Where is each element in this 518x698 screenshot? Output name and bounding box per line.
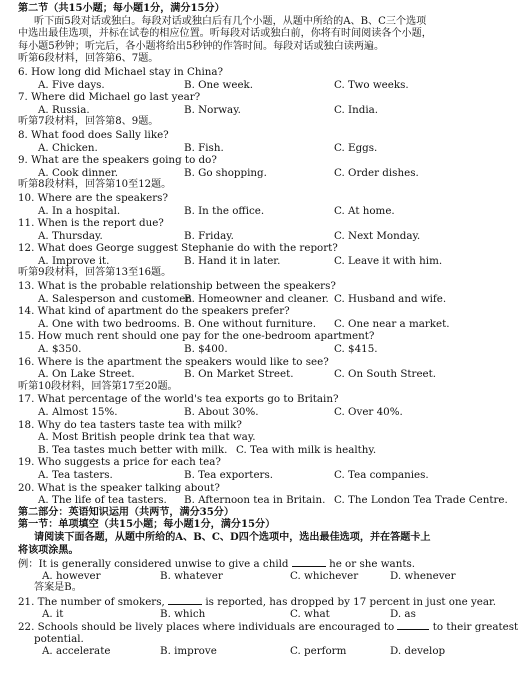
option-c: C. $415. [334,343,378,356]
section-header: 第一节：单项填空（共15小题；每小题1分，满分15分） [18,519,276,531]
question-stem: 20. What is the speaker talking about? [18,481,220,494]
question-options [18,406,490,419]
q22-stem-a: 22. Schools should be lively places where individuals are encouraged to [18,621,395,634]
option-b: B. Go shopping. [184,166,267,179]
question-stem: 9. What are the speakers going to do? [18,154,217,167]
option-b: B. Afternoon tea in Britain. [184,494,326,507]
option-a: A. On Lake Street. [38,368,135,381]
group-heading: 听第9段材料，回答第13至16题。 [18,267,172,279]
section-header: 第二节（共15小题；每小题1分，满分15分） [18,3,225,14]
question-options [18,469,490,482]
question-stem: 14. What kind of apartment do the speakers prefer? [18,305,290,318]
option-a: A. it [42,607,64,620]
instruction-line: 将该项涂黑。 [18,544,79,556]
option-b: B. In the office. [184,204,265,217]
question-options [18,255,490,268]
group-heading: 听第6段材料，回答第6、7题。 [18,53,159,65]
option-c: C. Eggs. [334,141,378,154]
option-c: C. whichever [290,569,359,582]
option-c: C. Leave it with him. [334,254,443,267]
option-b: B. Fish. [184,141,224,154]
group-heading: 听第7段材料，回答第8、9题。 [18,116,159,128]
option-a: A. One with two bedrooms. [38,317,180,330]
option-d: D. as [390,607,416,620]
group-heading: 听第8段材料，回答第10至12题。 [18,179,172,191]
option-c: C. Two weeks. [334,78,409,91]
question-options [18,431,490,444]
option-b: B. which [160,607,206,620]
answer-blank [292,557,326,567]
option-c: C. what [290,607,330,620]
option-a: A. however [42,569,101,582]
question-options [18,444,490,457]
answer-blank [397,620,429,630]
option-b: B. Norway. [184,103,241,116]
option-b: B. $400. [184,343,228,356]
option-a: A. Salesperson and customer. [38,292,193,305]
option-a: A. accelerate [42,645,111,658]
option-a: A. Thursday. [38,229,103,242]
option-b: B. About 30%. [184,406,259,418]
instruction-line: 中选出最佳选项，并标在试卷的相应位置。听每段对话或独白前，你将有时间阅读各个小题， [18,28,432,40]
answer-blank [168,595,202,605]
option-c: C. One near a market. [334,317,450,330]
option-b: B. improve [160,645,217,658]
question-stem: 15. How much rent should one pay for the one-bedroom apartment? [18,330,375,343]
question-options [18,79,490,92]
option-a: A. Almost 15%. [38,406,118,418]
question-options [18,205,490,218]
instruction-line: 每小题5秒钟；听完后，各小题将给出5秒钟的作答时间。每段对话或独白读两遍。 [18,40,385,52]
option-c: C. Husband and wife. [334,292,447,305]
option-a: A. Most British people drink tea that way. [38,431,256,444]
question-options [18,570,490,583]
question-stem: 6. How long did Michael stay in China? [18,65,224,78]
question-stem: 13. What is the probable relationship between the speakers? [18,280,336,293]
question-stem: 12. What does George suggest Stephanie do with the report? [18,242,338,255]
question-stem: 18. Why do tea tasters taste tea with milk? [18,418,242,431]
option-a: A. Chicken. [38,141,98,154]
question-stem [18,620,518,634]
q21-stem-b: is reported, has dropped by 17 percent in just one year. [205,595,497,608]
option-c: C. Tea companies. [334,468,429,481]
question-options [18,167,490,180]
question-options [18,608,490,621]
option-a: A. The life of tea tasters. [38,494,167,507]
option-c: C. Order dishes. [334,166,419,179]
question-stem-continued: potential. [34,632,84,645]
option-b: B. Tea exporters. [184,468,274,481]
option-a: A. $350. [38,343,82,356]
question-options [18,494,508,507]
option-c: C. On South Street. [334,368,437,381]
q22-stem-b: to their greatest [432,621,518,634]
question-options [18,104,490,117]
question-options [18,645,490,658]
option-a: A. Tea tasters. [38,468,113,481]
option-d: D. develop [390,645,446,658]
question-stem: 19. Who suggests a price for each tea? [18,456,221,469]
option-a: A. Russia. [38,103,90,116]
question-options [18,293,490,306]
option-b: B. One without furniture. [184,317,317,330]
option-b: B. Friday. [184,229,234,242]
question-options [18,142,490,155]
option-b: B. Homeowner and cleaner. [184,292,329,305]
option-a: A. In a hospital. [38,204,121,217]
option-b: B. Hand it in later. [184,254,281,267]
option-a: A. Improve it. [38,254,110,267]
example-stem-b: he or she wants. [329,558,416,571]
question-options [18,343,490,356]
question-options [18,368,490,381]
question-options [18,230,490,243]
question-stem: 7. Where did Michael go last year? [18,91,201,104]
option-a: A. Five days. [38,78,105,91]
question-stem [18,595,497,608]
option-b: B. On Market Street. [184,368,294,381]
option-c: C. At home. [334,204,395,217]
group-heading: 听第10段材料，回答第17至20题。 [18,380,178,392]
option-c: C. Over 40%. [334,406,403,418]
option-c: C. Next Monday. [334,229,421,242]
question-stem: 16. Where is the apartment the speakers would like to see? [18,355,329,368]
option-c: C. India. [334,103,379,116]
question-stem: 10. Where are the speakers? [18,191,168,204]
part-header: 第二部分：英语知识运用（共两节，满分35分） [18,506,234,518]
example-stem [18,557,490,570]
option-c: C. The London Tea Trade Centre. [334,494,508,507]
instruction-line: 听下面5段对话或独白。每段对话或独白后有几个小题，从题中所给的A、B、C三个选项 [34,15,427,27]
option-c: C. perform [290,645,347,658]
option-c: C. Tea with milk is healthy. [236,443,377,456]
question-stem: 17. What percentage of the world's tea exports go to Britain? [18,393,339,406]
question-stem: 11. When is the report due? [18,217,164,230]
option-b: B. Tea tastes much better with milk. [38,443,228,456]
example-stem-a: 例：It is generally considered unwise to give a child [18,558,289,571]
option-b: B. whatever [160,569,223,582]
instruction-line: 请阅读下面各题，从题中所给的A、B、C、D四个选项中，选出最佳选项，并在答题卡上 [34,531,431,543]
option-b: B. One week. [184,78,254,91]
example-answer: 答案是B。 [34,582,82,594]
question-options [18,318,490,331]
q21-stem-a: 21. The number of smokers, [18,595,165,608]
option-d: D. whenever [390,569,456,582]
question-stem: 8. What food does Sally like? [18,128,169,141]
option-a: A. Cook dinner. [38,166,119,179]
